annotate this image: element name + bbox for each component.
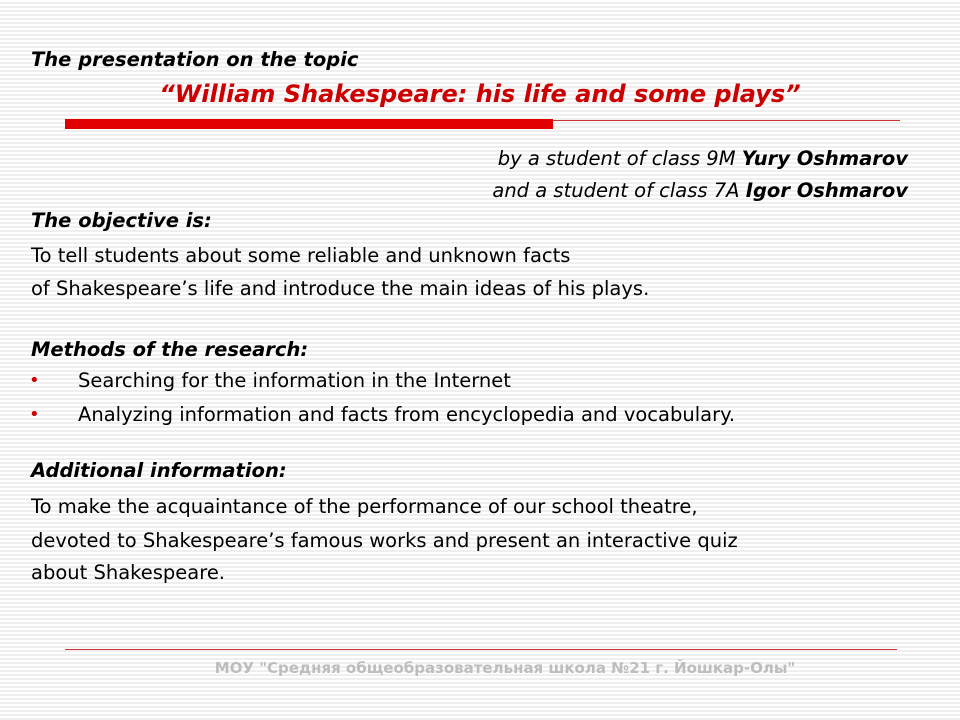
author-line-1	[498, 147, 908, 171]
footer-rule-line	[65, 649, 897, 650]
additional-text-line: devoted to Shakespeare’s famous works and present an interactive quiz	[31, 529, 738, 552]
author-prefix: and a student of class 7A	[492, 179, 746, 202]
objective-heading: The objective is:	[31, 209, 212, 232]
additional-text-line: To make the acquaintance of the performance of our school theatre,	[31, 495, 698, 518]
title-underline-bar	[65, 119, 553, 129]
objective-text-line: of Shakespeare’s life and introduce the main ideas of his plays.	[31, 277, 650, 300]
methods-list-item: Analyzing information and facts from encyclopedia and vocabulary.	[78, 403, 736, 426]
bullet-dot: •	[29, 370, 40, 391]
author-name: Igor Oshmarov	[745, 179, 908, 202]
title-topic: “William Shakespeare: his life and some plays”	[159, 80, 801, 108]
author-line-2	[492, 179, 908, 203]
title-line-1: The presentation on the topic	[31, 48, 359, 71]
author-prefix: by a student of class 9M	[497, 147, 742, 170]
title-rule-line	[553, 120, 900, 121]
objective-text-line: To tell students about some reliable and unknown facts	[31, 244, 571, 267]
additional-text-line: about Shakespeare.	[31, 561, 226, 584]
additional-heading: Additional information:	[31, 459, 287, 482]
bullet-dot: •	[29, 404, 40, 425]
author-name: Yury Oshmarov	[741, 147, 908, 170]
footer-school-name: МОУ "Средняя общеобразовательная школа №21 г. Йошкар-Олы"	[214, 659, 796, 677]
methods-list-item: Searching for the information in the Internet	[78, 369, 511, 392]
methods-heading: Methods of the research:	[31, 338, 309, 361]
